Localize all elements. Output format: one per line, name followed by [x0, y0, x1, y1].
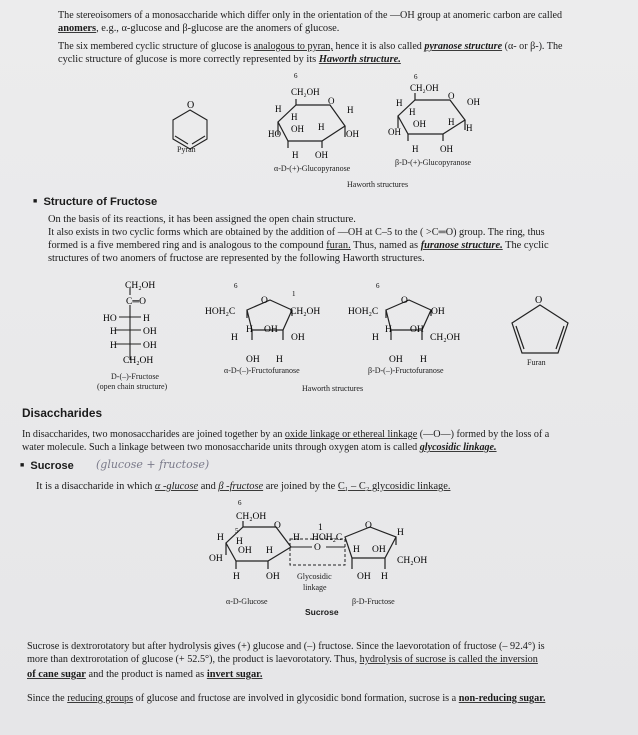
svg-text:OH: OH [346, 129, 359, 139]
svg-text:H: H [292, 150, 299, 160]
svg-text:OH: OH [467, 97, 480, 107]
intro-line-3: The six membered cyclic structure of glucose is analogous to pyran, hence it is also called pyranose structure (α- or β-). The [58, 41, 563, 52]
alpha-glucopyranose-ring [278, 99, 345, 148]
intro-line-2: anomers, e.g., α-glucose and β-glucose are the anomers of glucose. [58, 23, 340, 34]
sucrose-caption: Sucrose [305, 607, 339, 617]
svg-text:H: H [233, 572, 240, 582]
svg-text:H: H [318, 122, 325, 132]
closing-line-4: Since the reducing groups of glucose and fructose are involved in glycosidic bond formation, sucrose is a non-reducing sugar. [27, 693, 546, 704]
sucrose-heading: ■ Sucrose [20, 460, 74, 472]
svg-text:6: 6 [234, 282, 238, 290]
svg-text:OH: OH [388, 127, 401, 137]
svg-text:H: H [385, 325, 392, 335]
svg-text:OH: OH [143, 327, 157, 337]
svg-text:CH₂OH: CH₂OH [125, 281, 156, 291]
svg-text:OH: OH [315, 150, 328, 160]
disaccharides-line-2: water molecule. Such a linkage between two monosaccharide units through oxygen atom is called glycosidic linkage. [22, 442, 497, 453]
svg-text:O: O [261, 296, 268, 306]
beta-fructose-label: β-D-(–)-Fructofuranose [368, 366, 444, 375]
svg-text:6: 6 [414, 73, 418, 81]
svg-text:CH₂OH: CH₂OH [291, 87, 320, 97]
svg-text:H: H [266, 546, 273, 556]
intro-line-4: cyclic structure of glucose is more correctly represented by its Haworth structure. [58, 54, 401, 65]
svg-text:H: H [353, 545, 360, 555]
svg-text:H: H [409, 107, 416, 117]
svg-text:OH: OH [291, 333, 305, 343]
svg-text:O: O [401, 296, 408, 306]
svg-text:H: H [110, 341, 117, 351]
svg-text:H: H [347, 105, 354, 115]
svg-text:HO: HO [103, 314, 117, 324]
svg-text:H: H [217, 533, 224, 543]
closing-line-3: of cane sugar and the product is named as invert sugar. [27, 669, 263, 680]
svg-text:H: H [397, 528, 404, 538]
svg-text:HOH₂C: HOH₂C [205, 307, 236, 317]
svg-text:CH₂OH: CH₂OH [430, 333, 461, 343]
svg-text:6: 6 [238, 499, 242, 507]
furan-label: Furan [527, 358, 546, 367]
fructose-line-2: It also exists in two cyclic forms which are obtained by the addition of —OH at C–5 to the ( >C═O) group. The ring, thus [48, 227, 545, 238]
svg-text:H: H [396, 98, 403, 108]
svg-text:5: 5 [235, 527, 239, 535]
svg-text:H: H [275, 104, 282, 114]
alpha-glucose-unit-label: α-D-Glucose [226, 597, 268, 606]
fructose-line-3: formed is a five membered ring and is analogous to the compound furan. Thus, named as furanose structure. The cyclic [48, 240, 549, 251]
intro-line-1: The stereoisomers of a monosaccharide which differ only in the orientation of the —OH group at anomeric carbon are called [58, 10, 563, 21]
svg-text:O: O [448, 91, 455, 101]
svg-text:OH: OH [209, 554, 223, 564]
svg-text:H: H [448, 117, 455, 127]
sucrose-structure-figure [0, 495, 638, 625]
svg-text:O: O [328, 96, 335, 106]
beta-glucose-label: β-D-(+)-Glucopyranose [395, 158, 472, 167]
glucose-haworth-caption: Haworth structures [347, 180, 409, 189]
svg-text:H: H [236, 537, 243, 547]
svg-text:H: H [420, 355, 427, 365]
glycosidic-label-1: Glycosidic [297, 572, 332, 581]
svg-text:CH₂OH: CH₂OH [236, 512, 267, 522]
svg-text:CH₂OH: CH₂OH [397, 556, 428, 566]
svg-text:OH: OH [357, 572, 371, 582]
svg-text:H: H [372, 333, 379, 343]
svg-text:6: 6 [376, 282, 380, 290]
handwritten-note: (glucose + fructose) [96, 458, 210, 471]
svg-text:6: 6 [294, 72, 298, 80]
svg-text:H: H [231, 333, 238, 343]
beta-fructofuranose-ring [386, 300, 431, 340]
fructose-heading: ■ Structure of Fructose [33, 196, 158, 208]
svg-text:OH: OH [266, 572, 280, 582]
svg-text:OH: OH [246, 355, 260, 365]
glycosidic-label-2: linkage [303, 583, 327, 592]
svg-text:H: H [246, 325, 253, 335]
pyran-oxygen: O [187, 100, 195, 111]
open-fructose-sublabel: (open chain structure) [97, 382, 168, 391]
svg-text:OH: OH [413, 119, 426, 129]
svg-text:OH: OH [238, 546, 252, 556]
svg-text:OH: OH [410, 325, 424, 335]
svg-text:OH: OH [143, 341, 157, 351]
beta-fructose-unit-label: β-D-Fructose [352, 597, 395, 606]
closing-line-2: more than dextrorotation of glucose (+ 52.5°), the product is laevorotatory. Thus, hydrolysis of sucrose is called the inversion [27, 654, 538, 665]
svg-text:H: H [110, 327, 117, 337]
svg-text:OH: OH [291, 124, 304, 134]
alpha-fructose-label: α-D-(–)-Fructofuranose [224, 366, 300, 375]
svg-text:OH: OH [372, 545, 386, 555]
svg-text:HO: HO [268, 129, 281, 139]
disaccharides-line-1: In disaccharides, two monosaccharides are joined together by an oxide linkage or ethereal linkage (—O—) formed by the loss of a [22, 429, 550, 440]
open-fructose-label: D-(–)-Fructose [111, 372, 159, 381]
svg-text:OH: OH [431, 307, 445, 317]
svg-text:H: H [381, 572, 388, 582]
fructose-structures-figure [0, 270, 638, 400]
pyran-label: Pyran [177, 145, 196, 154]
svg-text:CH₂OH: CH₂OH [290, 307, 321, 317]
fructose-line-4: structures of two anomers of fructose are represented by the following Haworth structures. [48, 253, 425, 264]
svg-text:1: 1 [318, 523, 323, 533]
svg-text:CH₂OH: CH₂OH [123, 356, 154, 366]
svg-text:O: O [274, 521, 281, 531]
svg-text:O: O [365, 521, 372, 531]
pyran-ring [173, 110, 207, 149]
fructose-line-1: On the basis of its reactions, it has been assigned the open chain structure. [48, 214, 356, 225]
sucrose-line-1: It is a disaccharide in which α -glucose and β -fructose are joined by the C₁ – C₂ glycosidic linkage. [36, 481, 451, 492]
svg-text:H: H [293, 533, 300, 543]
svg-text:H: H [276, 355, 283, 365]
disaccharides-heading: Disaccharides [22, 406, 103, 420]
svg-text:C═O: C═O [126, 297, 146, 307]
furan-ring [512, 305, 568, 353]
svg-text:OH: OH [389, 355, 403, 365]
svg-text:OH: OH [440, 144, 453, 154]
svg-text:H: H [291, 112, 298, 122]
closing-line-1: Sucrose is dextrorotatory but after hydrolysis gives (+) glucose and (–) fructose. Since the laevorotation of fructose (– 92.4°) is [27, 641, 545, 652]
svg-text:1: 1 [292, 290, 296, 298]
alpha-glucose-label: α-D-(+)-Glucopyranose [274, 164, 351, 173]
fructose-haworth-caption: Haworth structures [302, 384, 364, 393]
svg-text:CH₂OH: CH₂OH [410, 83, 439, 93]
svg-text:H: H [466, 123, 473, 133]
svg-text:HOH₂C: HOH₂C [312, 533, 343, 543]
svg-text:H: H [143, 314, 150, 324]
svg-text:HOH₂C: HOH₂C [348, 307, 379, 317]
svg-text:H: H [412, 144, 419, 154]
beta-glucopyranose-ring [398, 93, 465, 141]
svg-text:O: O [535, 295, 543, 306]
svg-text:OH: OH [264, 325, 278, 335]
svg-text:O: O [314, 543, 321, 553]
